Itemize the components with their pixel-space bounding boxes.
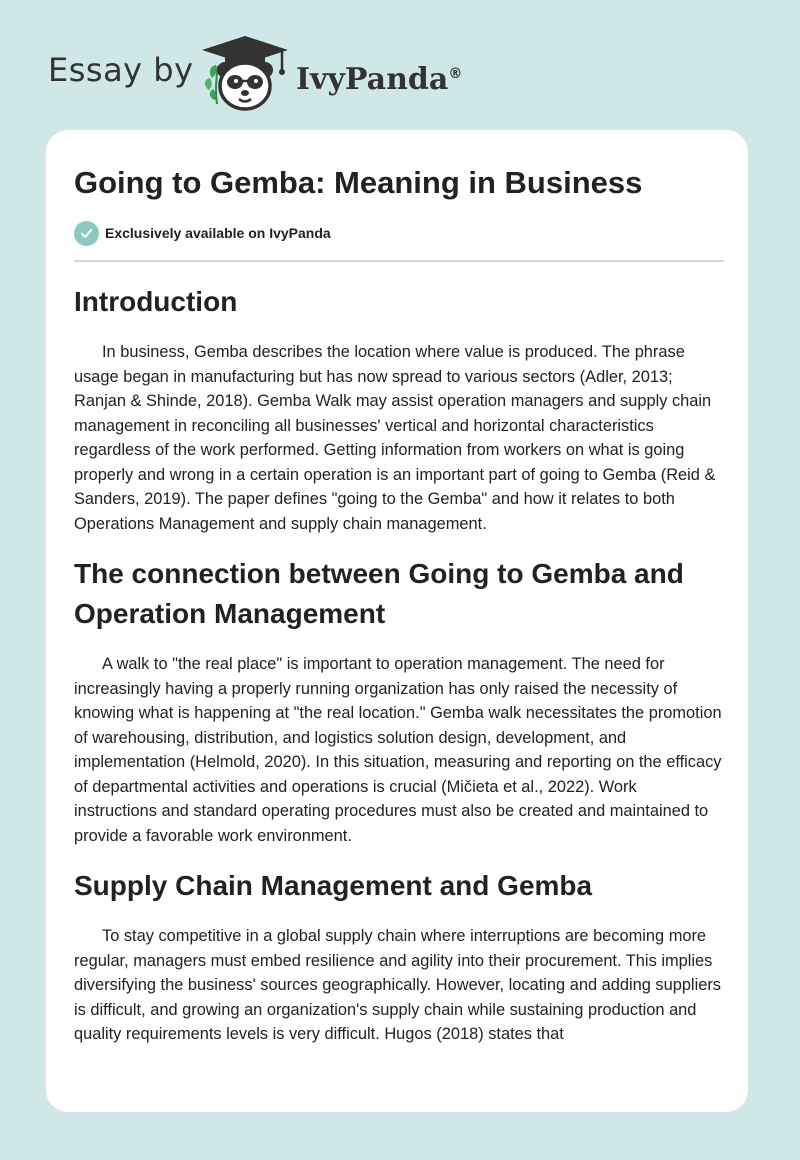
registered-mark: ®	[448, 66, 463, 82]
section-heading-supply-chain: Supply Chain Management and Gemba	[74, 870, 593, 901]
section-paragraph-operation-management: A walk to "the real place" is important to operation management. The need for increasingly having a properly running organization has only raised the necessity of knowing what is happening at "the real location." Gemba walk necessitates the promotion of warehousing, distribution, and logistics solution design, development, and implementation (Helmold, 2020). In this situation, measuring and reporting on the efficacy of departmental activities and operations is crucial (Mičieta et al., 2022). Work instructions and standard operating procedures must also be created and maintained to provide a favorable work environment.	[74, 655, 722, 845]
check-circle-icon	[74, 221, 99, 246]
panda-graduate-icon[interactable]	[198, 32, 292, 114]
brand-name: IvyPanda	[296, 62, 449, 97]
section-paragraph-introduction: In business, Gemba describes the location where value is produced. The phrase usage began in manufacturing but has now spread to various sectors (Adler, 2013; Ranjan & Shinde, 2018). Gemba Walk may assist operation managers and supply chain management in reconciling all businesses' vertical and horizontal characteristics regardless of the work performed. Getting information from workers on what is going properly and wrong in a certain operation is an important part of going to Gemba (Reid & Sanders, 2019). The paper defines "going to the Gemba" and how it relates to both Operations Management and supply chain management.	[74, 343, 716, 533]
essay-by-label: Essay by	[48, 51, 194, 89]
section-paragraph-supply-chain: To stay competitive in a global supply chain where interruptions are becoming more regular, managers must embed resilience and agility into their procurement. This implies diversifying the business' sources geographically. However, locating and adding suppliers is difficult, and growing an organization's supply chain while sustaining production and quality requirements levels is very difficult. Hugos (2018) states that	[74, 927, 721, 1043]
page-title: Going to Gemba: Meaning in Business	[74, 165, 643, 200]
section-heading-operation-management: The connection between Going to Gemba and Operation Management	[74, 558, 684, 629]
essay-card	[46, 130, 748, 1112]
brand-logo-text[interactable]	[296, 54, 462, 100]
site-header	[0, 0, 800, 130]
exclusive-badge	[74, 220, 724, 246]
section-heading-introduction: Introduction	[74, 286, 238, 317]
essay-content	[74, 160, 724, 1047]
title-divider	[74, 260, 724, 262]
exclusive-badge-label: Exclusively available on IvyPanda	[105, 225, 331, 241]
